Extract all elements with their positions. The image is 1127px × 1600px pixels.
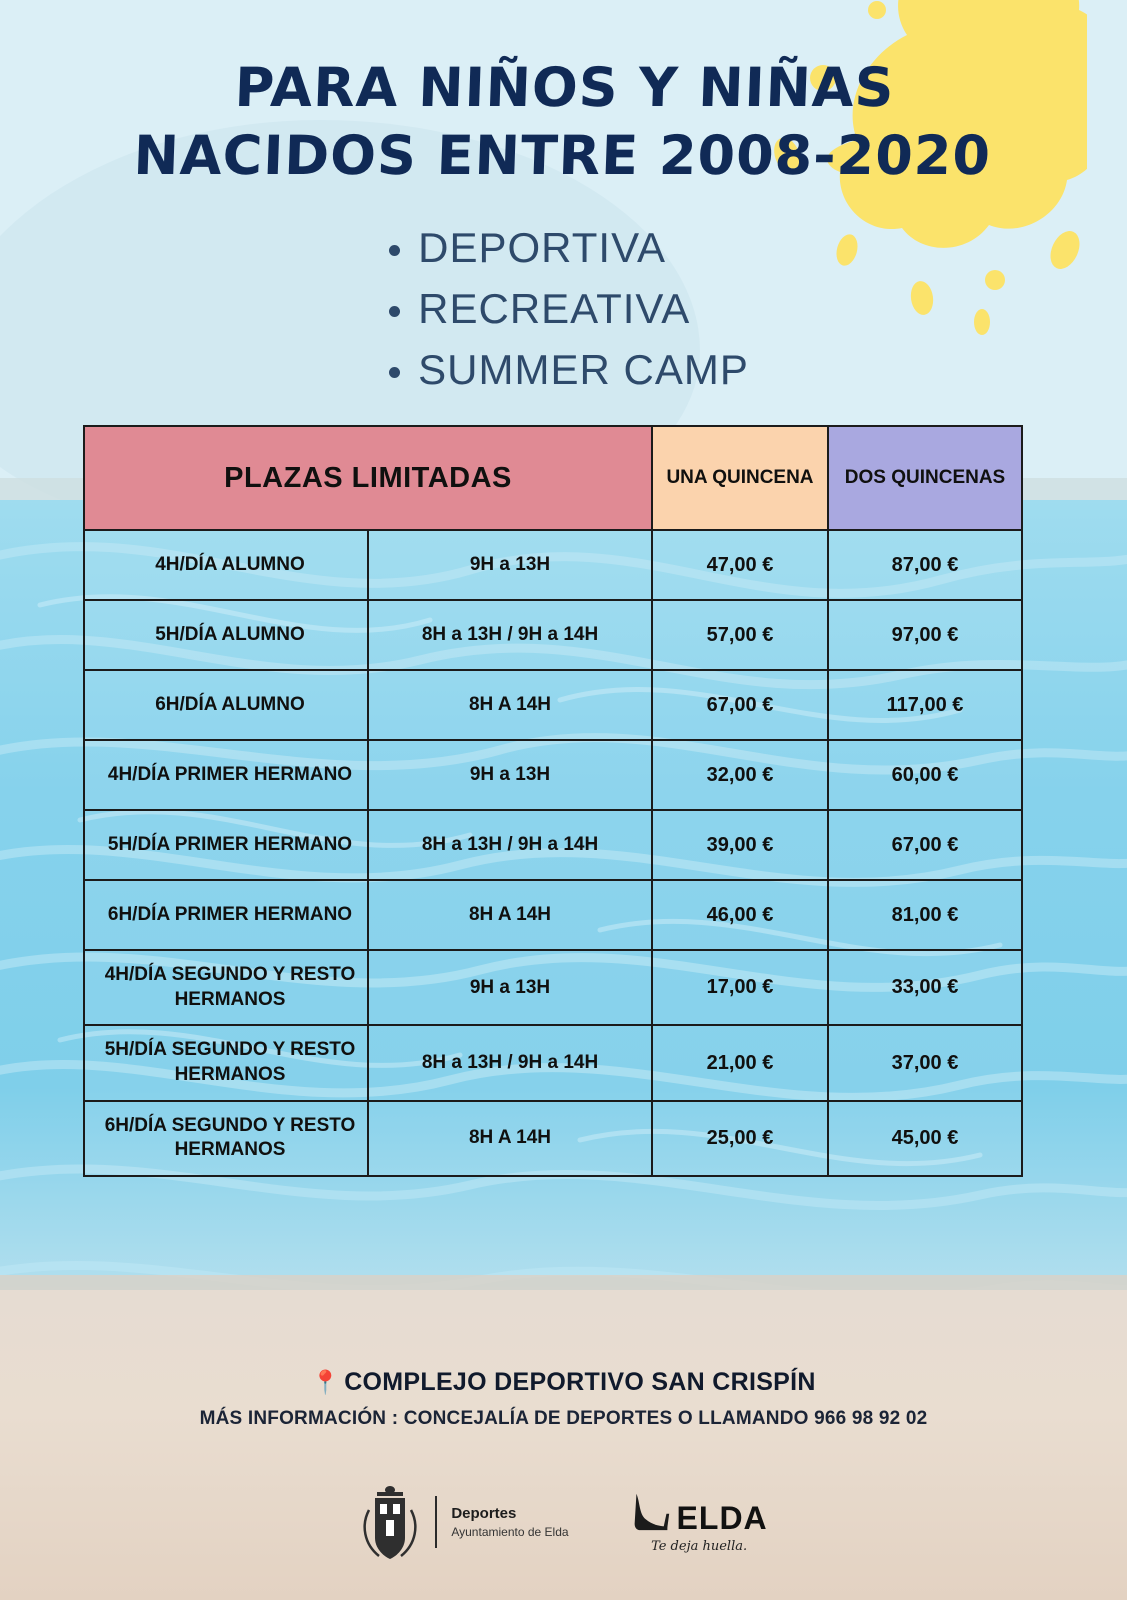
row-price-two: 67,00 € xyxy=(828,810,1022,880)
row-label: 4H/DÍA PRIMER HERMANO xyxy=(84,740,368,810)
row-price-one: 32,00 € xyxy=(652,740,828,810)
list-item: • DEPORTIVA xyxy=(418,218,749,279)
brand-name: ELDA xyxy=(676,1500,768,1536)
list-item: • RECREATIVA xyxy=(418,279,749,340)
logo-divider xyxy=(435,1496,437,1548)
row-price-one: 47,00 € xyxy=(652,530,828,600)
row-label: 5H/DÍA SEGUNDO Y RESTO HERMANOS xyxy=(84,1025,368,1100)
table-header-main: PLAZAS LIMITADAS xyxy=(84,426,652,530)
row-schedule: 8H a 13H / 9H a 14H xyxy=(368,1025,652,1100)
row-schedule: 8H A 14H xyxy=(368,670,652,740)
elda-brand-logo xyxy=(631,1490,768,1554)
row-schedule: 9H a 13H xyxy=(368,530,652,600)
table-row xyxy=(84,880,1022,950)
price-table xyxy=(83,425,1023,1177)
ayuntamiento-text xyxy=(451,1504,568,1540)
location-pin-icon: 📍 xyxy=(311,1369,341,1395)
row-schedule: 8H a 13H / 9H a 14H xyxy=(368,810,652,880)
activity-list xyxy=(0,218,1127,401)
row-price-two: 81,00 € xyxy=(828,880,1022,950)
table-row xyxy=(84,1101,1022,1176)
row-label: 6H/DÍA SEGUNDO Y RESTO HERMANOS xyxy=(84,1101,368,1176)
row-schedule: 8H a 13H / 9H a 14H xyxy=(368,600,652,670)
table-row xyxy=(84,1025,1022,1100)
row-price-one: 39,00 € xyxy=(652,810,828,880)
row-schedule: 8H A 14H xyxy=(368,1101,652,1176)
row-price-two: 97,00 € xyxy=(828,600,1022,670)
logo-subtitle: Ayuntamiento de Elda xyxy=(451,1525,569,1540)
row-price-two: 45,00 € xyxy=(828,1101,1022,1176)
row-label: 5H/DÍA PRIMER HERMANO xyxy=(84,810,368,880)
row-price-one: 57,00 € xyxy=(652,600,828,670)
footer xyxy=(0,1368,1127,1430)
title-line-2: NACIDOS ENTRE 2008-2020 xyxy=(132,123,993,187)
venue-name: COMPLEJO DEPORTIVO SAN CRISPÍN xyxy=(344,1368,816,1396)
ayuntamiento-logo xyxy=(359,1480,568,1564)
table-header-dos-quincenas: DOS QUINCENAS xyxy=(828,426,1022,530)
table-row xyxy=(84,670,1022,740)
row-price-one: 17,00 € xyxy=(652,950,828,1025)
table-row xyxy=(84,600,1022,670)
row-label: 6H/DÍA PRIMER HERMANO xyxy=(84,880,368,950)
row-price-one: 46,00 € xyxy=(652,880,828,950)
table-header-una-quincena: UNA QUINCENA xyxy=(652,426,828,530)
row-price-one: 21,00 € xyxy=(652,1025,828,1100)
table-row xyxy=(84,740,1022,810)
row-schedule: 9H a 13H xyxy=(368,740,652,810)
table-row xyxy=(84,810,1022,880)
venue-line xyxy=(0,1368,1127,1397)
row-price-two: 60,00 € xyxy=(828,740,1022,810)
row-price-two: 33,00 € xyxy=(828,950,1022,1025)
contact-info: MÁS INFORMACIÓN : CONCEJALÍA DE DEPORTES O LLAMANDO 966 98 92 02 xyxy=(199,1408,928,1429)
row-price-one: 25,00 € xyxy=(652,1101,828,1176)
table-row xyxy=(84,950,1022,1025)
row-label: 6H/DÍA ALUMNO xyxy=(84,670,368,740)
table-header-row xyxy=(84,426,1022,530)
row-price-one: 67,00 € xyxy=(652,670,828,740)
list-item: • SUMMER CAMP xyxy=(418,340,749,401)
logo-row xyxy=(0,1480,1127,1564)
logo-title: Deportes xyxy=(451,1504,517,1522)
row-schedule: 9H a 13H xyxy=(368,950,652,1025)
coat-of-arms-icon xyxy=(359,1480,421,1564)
row-price-two: 87,00 € xyxy=(828,530,1022,600)
row-label: 5H/DÍA ALUMNO xyxy=(84,600,368,670)
row-schedule: 8H A 14H xyxy=(368,880,652,950)
title-line-1: PARA NIÑOS Y NIÑAS xyxy=(233,56,896,119)
row-label: 4H/DÍA SEGUNDO Y RESTO HERMANOS xyxy=(84,950,368,1025)
page-title xyxy=(0,54,1127,189)
row-label: 4H/DÍA ALUMNO xyxy=(84,530,368,600)
table-row xyxy=(84,530,1022,600)
row-price-two: 117,00 € xyxy=(828,670,1022,740)
row-price-two: 37,00 € xyxy=(828,1025,1022,1100)
brand-tagline: Te deja huella. xyxy=(651,1539,748,1554)
high-heel-icon xyxy=(631,1490,671,1537)
